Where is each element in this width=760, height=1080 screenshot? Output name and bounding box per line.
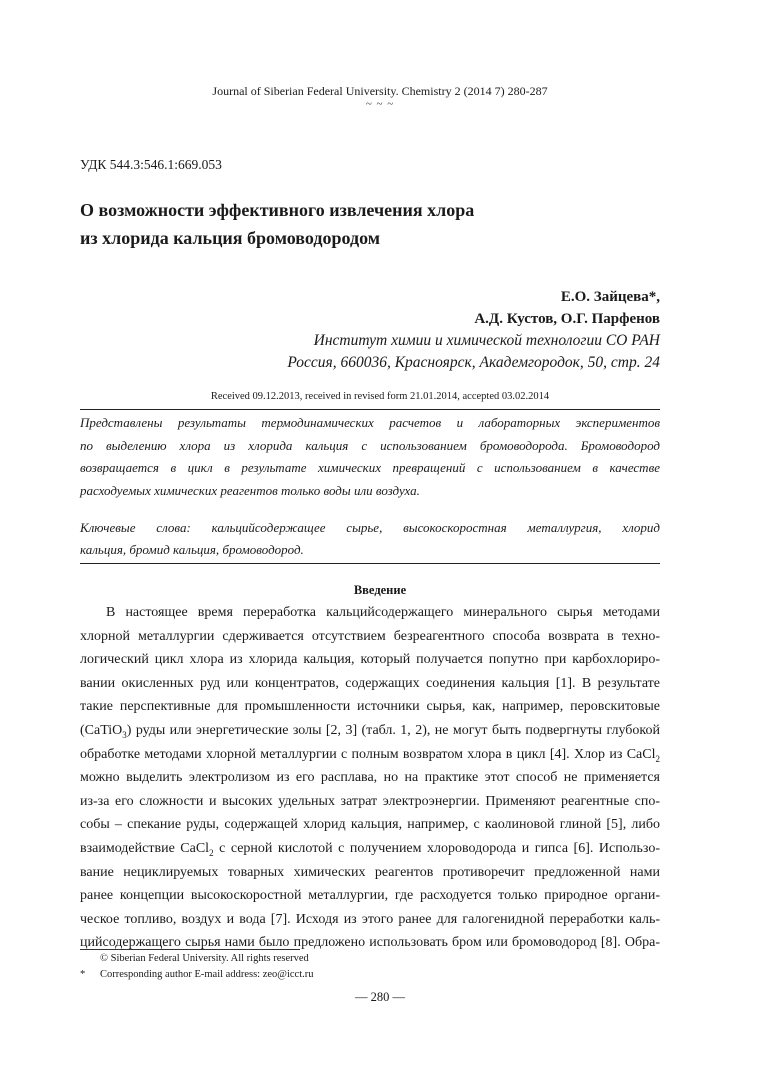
received-dates: Received 09.12.2013, received in revised form 21.01.2014, accepted 03.02.2014 [210, 391, 550, 402]
journal-ornament: ~ ~ ~ [365, 98, 395, 110]
body-line: собы – спекание руды, содержащей хлорид кальция, например, с каолиновой глиной [5], либо [80, 817, 660, 833]
body-line: вание нециклируемых товарных химических реагентов противоречит предложенной нами [80, 864, 660, 880]
footnote-text: © Siberian Federal University. All rights reserved [100, 953, 309, 964]
body-paragraph [80, 601, 660, 955]
formula-subscript: 2 [209, 847, 214, 858]
body-line [80, 743, 660, 767]
body-line [80, 837, 660, 861]
body-line: ческое топливо, воздух и вода [7]. Исходя из этого ранее для галогенидной переработки каль- [80, 911, 660, 927]
divider-top [80, 409, 660, 410]
institute-address: Россия, 660036, Красноярск, Академгородок, 50, стр. 24 [287, 354, 660, 371]
line-text: ) руды или энергетические золы [2, 3] (табл. 1, 2), не могут быть подвергнуты глубокой [126, 722, 660, 738]
divider-bottom [80, 563, 660, 564]
footnote-divider [80, 949, 300, 950]
body-line: логический цикл хлора из хлорида кальция, который получается попутно при карбохлориро- [80, 652, 660, 668]
body-line [80, 719, 660, 743]
keywords-line: кальция, бромид кальция, бромоводород. [80, 542, 304, 557]
body-line: можно выделить электролизом из его расплава, но на практике этот способ не применяется [80, 770, 660, 786]
journal-header: Journal of Siberian Federal University. Chemistry 2 (2014 7) 280-287 [212, 84, 548, 98]
line-text: обработке методами хлорной металлургии с полным возвратом хлора в цикл [4]. Хлор из CaCl [80, 746, 656, 762]
line-text: с серной кислотой с получением хлороводорода и гипса [6]. Использо- [213, 840, 660, 856]
author-line: Е.О. Зайцева*, [560, 289, 660, 305]
abstract-line: Представлены результаты термодинамических расчетов и лабораторных экспериментов [80, 415, 660, 430]
body-line: ранее концепции высокоскоростной металлургии, где расходуется только природное органи- [80, 888, 660, 904]
keywords [80, 517, 660, 561]
keywords-line: Ключевые слова: кальцийсодержащее сырье, высокоскоростная металлургия, хлорид [80, 520, 660, 535]
line-text: взаимодействие CaCl [80, 840, 210, 856]
body-line: хлорной металлургии сдерживается отсутствием безреагентного способа возврата в техно- [80, 628, 660, 644]
body-line: В настоящее время переработка кальцийсодержащего минерального сырья методами [106, 605, 660, 620]
author-line: А.Д. Кустов, О.Г. Парфенов [474, 311, 660, 327]
title-line: из хлорида кальция бромоводородом [80, 228, 380, 248]
footnote-copyright [80, 951, 313, 967]
formula-subscript: 3 [122, 729, 127, 740]
abstract [80, 412, 660, 502]
abstract-line: по выделению хлора из хлорида кальция с использованием бромоводорода. Бромоводород [80, 437, 660, 453]
title-line: О возможности эффективного извлечения хлора [80, 200, 475, 220]
formula-text: (CaTiO [80, 722, 123, 738]
article-title [80, 196, 680, 252]
footnote-corresponding [80, 967, 313, 983]
body-line: такие перспективные для промышленности источники сырья, как, например, перовскитовые [80, 699, 660, 715]
authors-block [287, 286, 660, 374]
footnote-mark [80, 951, 100, 967]
abstract-line: расходуемых химических реагентов только воды или воздуха. [80, 482, 420, 498]
page-number: — 280 — [355, 990, 405, 1004]
institute-name: Институт химии и химической технологии СО РАН [313, 332, 660, 349]
formula-subscript: 2 [655, 753, 660, 764]
body-line: цийсодержащего сырья нами было предложено использовать бром или бромоводород [8]. Обра- [80, 935, 660, 951]
body-line: вании окисленных руд или концентратов, содержащих соединения кальция [1]. В результате [80, 675, 660, 691]
section-title: Введение [353, 583, 407, 597]
footnote-mark: * [80, 969, 86, 980]
udc-code: УДК 544.3:546.1:669.053 [80, 157, 222, 172]
abstract-line: возвращается в цикл в результате химических превращений с использованием в качестве [80, 460, 660, 475]
body-line: из-за его сложности и высоких удельных затрат электроэнергии. Применяют реагентные спо- [80, 793, 660, 809]
footnotes [80, 951, 313, 983]
footnote-text: Corresponding author E-mail address: zeo@icct.ru [100, 969, 314, 980]
